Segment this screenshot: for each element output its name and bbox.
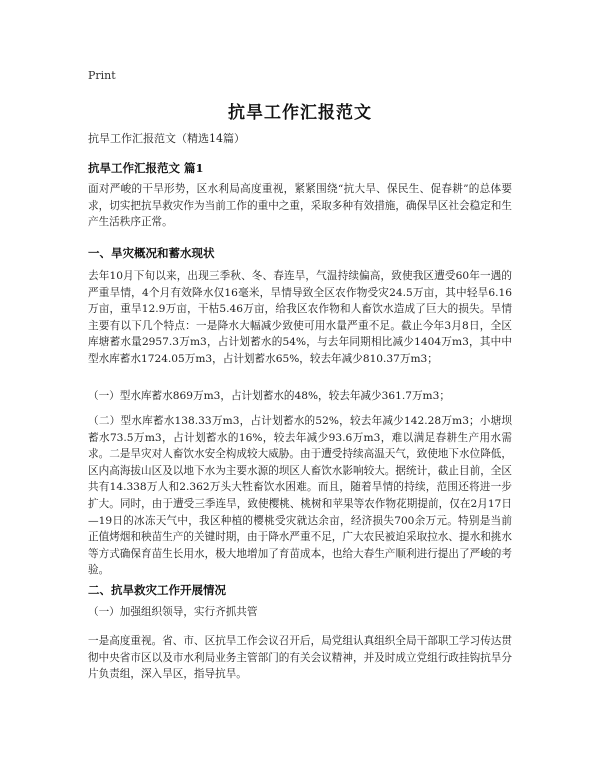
- intro-paragraph: 面对严峻的干旱形势，区水利局高度重视，紧紧围绕“抗大旱、保民生、促春耕”的总体要求，切实把抗旱救灾作为当前工作的重中之重，采取多种有效措施，确保旱区社会稳定和生产生活秩序正常。: [88, 183, 512, 229]
- page-title: 抗旱工作汇报范文: [228, 103, 372, 123]
- section2-paragraph-2: 一是高度重视。省、市、区抗旱工作会议召开后，局党组认真组织全局干部职工学习传达贯彻中央省市区以及市水利局业务主管部门的有关会议精神，并及时成立党组行政挂钩抗旱分片负责组，深入旱区，指导抗旱。: [88, 635, 512, 681]
- section1-paragraph-1: 去年10月下旬以来，出现三季秋、冬、春连旱，气温持续偏高，致使我区遭受60年一遇的严重旱情，4个月有效降水仅16毫米，旱情导致全区农作物受灾24.5万亩，其中轻旱6.16万亩，重旱12.9万亩，干枯5.46万亩，给我区农作物和人畜饮水造成了巨大的损失。旱情主要有以下几个特点：一是降水大幅减少致使可用水量严重不足。截止今年3月8日，全区库塘蓄水量2957.3万m3，占计划蓄水的54%，与去年同期相比减少1404万m3，其中中型水库蓄水1724.05万m3，占计划蓄水65%，较去年减少810.37万m3；: [88, 270, 512, 365]
- article-heading: 抗旱工作汇报范文 篇1: [88, 161, 204, 175]
- section1-paragraph-2: （一）型水库蓄水869万m3，占计划蓄水的48%，较去年减少361.7万m3；: [88, 390, 450, 402]
- print-link[interactable]: Print: [88, 69, 116, 82]
- section1-heading: 一、旱灾概况和蓄水现状: [88, 246, 215, 260]
- section1-paragraph-3: （二）型水库蓄水138.33万m3，占计划蓄水的52%，较去年减少142.28万m3；小塘坝蓄水73.5万m3，占计划蓄水的16%，较去年减少93.6万m3，难以满足春耕生产用水需求。二是旱灾对人畜饮水安全构成较大威胁。由于遭受持续高温天气，致使地下水位降低，区内高海拔山区及以地下水为主要水源的坝区人畜饮水影响较大。据统计，截止目前，全区共有14.338万人和2.362万头大牲畜饮水困难。而且，随着旱情的持续，范围还将进一步扩大。同时，由于遭受三季连旱，致使樱桃、桃树和苹果等农作物花期提前，仅在2月17日—19日的冰冻天气中，我区种植的樱桃受灾就达余亩，经济损失700余万元。特别是当前正值烤烟和秧苗生产的关键时期，由于降水严重不足，广大农民被迫采取拉水、提水和挑水等方式确保育苗生长用水，极大地增加了育苗成本，也给大春生产顺利进行提出了严峻的考验。: [88, 415, 512, 577]
- subtitle: 抗旱工作汇报范文（精选14篇）: [88, 132, 245, 145]
- section2-heading: 二、抗旱救灾工作开展情况: [88, 583, 226, 597]
- section2-paragraph-1: （一）加强组织领导，实行齐抓共管: [88, 606, 258, 618]
